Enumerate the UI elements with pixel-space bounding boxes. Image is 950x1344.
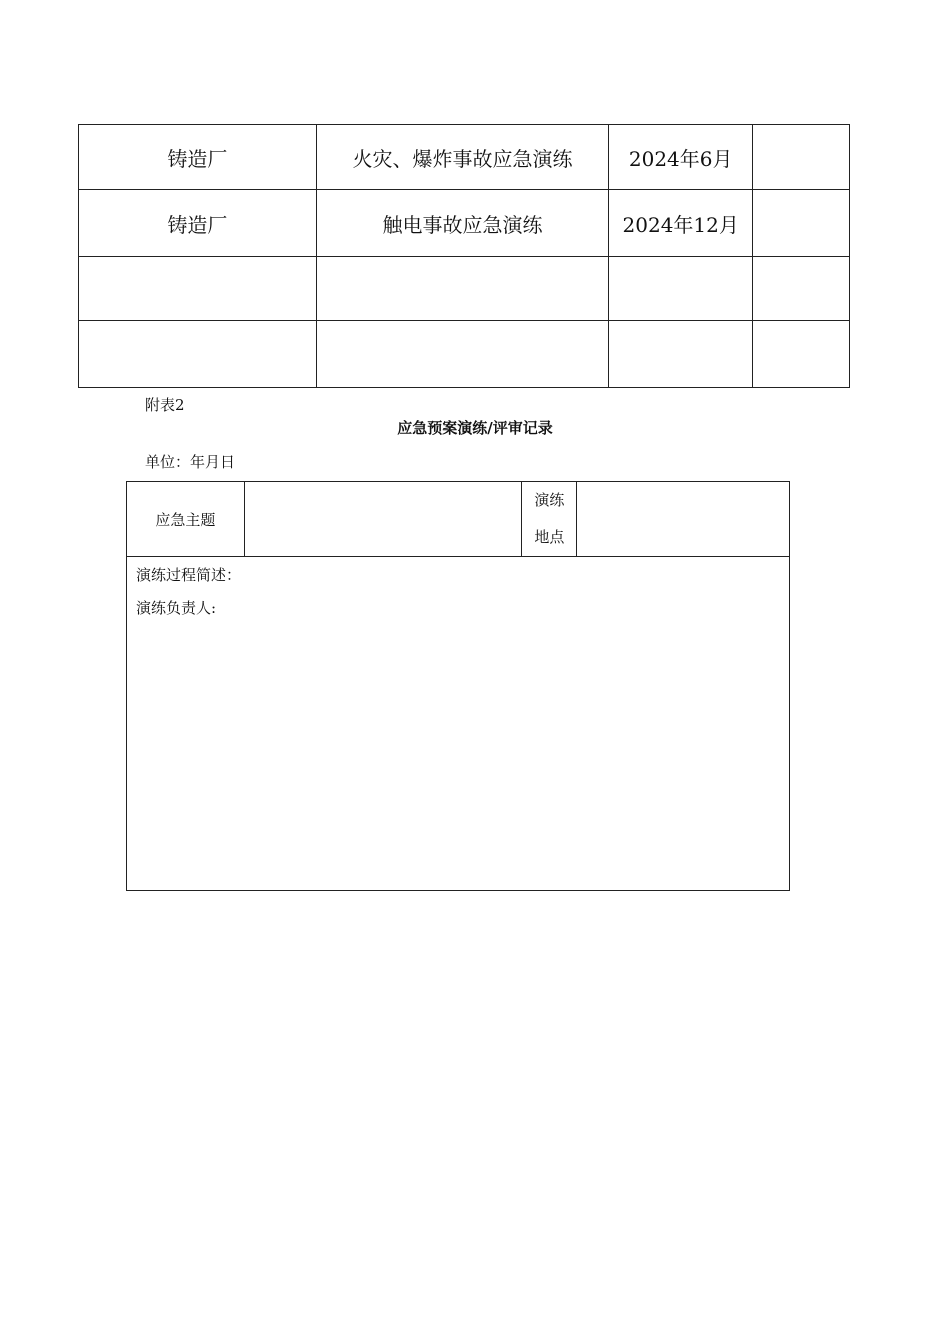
table-row (79, 190, 850, 257)
drill-record-form (126, 481, 790, 891)
table-row (79, 321, 850, 388)
note-cell (753, 190, 850, 257)
unit-cell: 铸造厂 (79, 190, 317, 257)
note-cell (753, 125, 850, 190)
form-body-row (127, 557, 790, 891)
location-field[interactable] (577, 482, 790, 557)
drill-plan-table (78, 124, 850, 388)
form-title: 应急预案演练/评审记录 (397, 419, 553, 437)
form-header-row (127, 482, 790, 557)
appendix-label: 附表2 (145, 396, 185, 414)
location-label (522, 482, 577, 557)
topic-label: 应急主题 (127, 482, 245, 557)
location-label-line2: 地点 (534, 528, 565, 546)
drill-cell (316, 257, 609, 321)
date-cell: 2024年6月 (609, 125, 753, 190)
drill-cell (316, 321, 609, 388)
location-label-line1: 演练 (534, 491, 565, 509)
table-row (79, 125, 850, 190)
date-cell: 2024年12月 (609, 190, 753, 257)
unit-date-line: 单位：年月日 (145, 453, 236, 471)
process-description-field[interactable] (127, 557, 790, 891)
topic-field[interactable] (244, 482, 522, 557)
note-cell (753, 321, 850, 388)
drill-cell: 触电事故应急演练 (316, 190, 609, 257)
unit-cell (79, 257, 317, 321)
drill-cell: 火灾、爆炸事故应急演练 (316, 125, 609, 190)
note-cell (753, 257, 850, 321)
table-row (79, 257, 850, 321)
unit-cell: 铸造厂 (79, 125, 317, 190)
date-cell (609, 321, 753, 388)
process-label: 演练过程简述： (136, 566, 242, 584)
unit-cell (79, 321, 317, 388)
date-cell (609, 257, 753, 321)
leader-label: 演练负责人: (136, 599, 217, 617)
